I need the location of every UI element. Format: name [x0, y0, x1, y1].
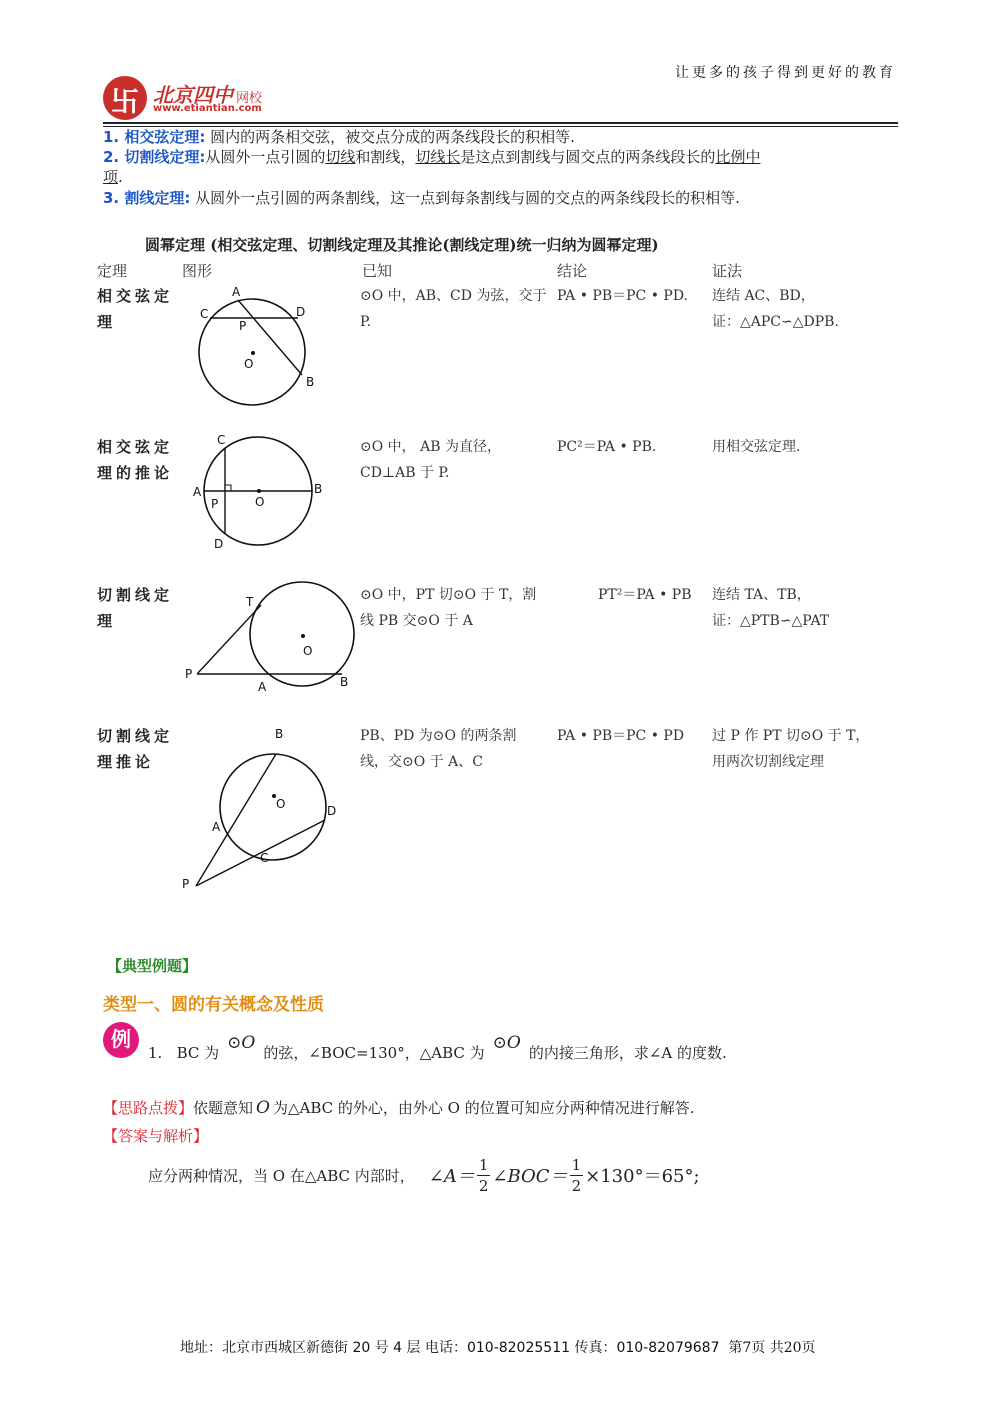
theorem-2-label: 2. 切割线定理:	[103, 148, 206, 166]
row-1-proof-2: 证：△APC∽△DPB.	[712, 314, 839, 330]
table-title: 圆幂定理 (相交弦定理、切割线定理及其推论(割线定理)统一归纳为圆幂定理)	[145, 236, 659, 254]
row-2-known: ⊙O 中， AB 为直径，	[360, 439, 501, 455]
example-1-text-a: BC 为	[176, 1044, 220, 1062]
example-1-circle-symbol-2: ⊙O	[492, 1033, 521, 1053]
row-4-proof-2: 用两次切割线定理	[712, 754, 824, 770]
row-2-name: 相交弦定理的推论	[97, 438, 174, 482]
fig1-center	[251, 351, 255, 355]
logo-url: www.etiantian.com	[153, 103, 262, 114]
fig4-label-a: A	[212, 820, 221, 834]
fig4-label-o: O	[276, 797, 286, 811]
fig3-label-p: P	[185, 667, 193, 681]
example-1	[148, 1033, 727, 1063]
hint-text-b: 为△ABC 的外心，由外心 O 的位置可知应分两种情况进行解答.	[272, 1099, 695, 1117]
example-1-num: 1.	[148, 1044, 163, 1062]
answer-tag-text: 【答案与解析】	[103, 1127, 209, 1145]
theorem-2-underline-b: 切线长	[415, 148, 461, 166]
footer-page: 第7页 共20页	[728, 1340, 816, 1356]
row-1-proof: 连结 AC、BD，	[712, 288, 815, 304]
footer-address: 地址：北京市西城区新德街 20 号 4 层 电话：010-82025511 传真：010-82079687	[180, 1340, 720, 1356]
type-1-heading: 类型一、圆的有关概念及性质	[103, 995, 324, 1015]
fig2-label-b: B	[314, 482, 323, 496]
logo-name-text: 北京四中	[153, 83, 233, 107]
fig2-label-d: D	[214, 537, 224, 551]
footer	[180, 1337, 816, 1357]
fig2-label-a: A	[193, 485, 202, 499]
fig2-label-p: P	[211, 497, 219, 511]
row-1-known: ⊙O 中，AB、CD 为弦，交于	[360, 288, 547, 304]
theorem-2-text-b: 和割线，	[355, 148, 416, 166]
fig3-label-a: A	[258, 680, 267, 694]
fig3-circle	[250, 582, 354, 686]
figure-intersecting-chords	[190, 282, 320, 412]
col-header-known: 已知	[362, 262, 393, 280]
theorem-2-underline-a: 切线	[325, 148, 356, 166]
fraction-2-den: 2	[571, 1176, 582, 1195]
header-rule	[103, 122, 898, 124]
fig4-label-d: D	[327, 804, 337, 818]
example-1-text-b: 的弦，∠BOC=130°，△ABC 为	[263, 1044, 485, 1062]
fig1-label-b: B	[306, 375, 315, 389]
figure-tangent-secant	[182, 582, 362, 697]
logo-glyph: 卐	[111, 85, 140, 118]
example-1-text-c: 的内接三角形，求∠A 的度数.	[528, 1044, 727, 1062]
theorem-1	[103, 127, 903, 147]
theorem-2-underline-d: 项	[103, 168, 119, 186]
hint-symbol: O	[256, 1098, 270, 1118]
figure-secant-corollary	[178, 724, 348, 896]
row-2-proof: 用相交弦定理.	[712, 439, 801, 455]
row-3-proof: 连结 TA、TB，	[712, 587, 811, 603]
fig3-tangent-pt	[197, 605, 261, 674]
section-typical-examples: 【典型例题】	[107, 957, 198, 975]
theorem-2	[103, 147, 898, 187]
theorem-2-text-a: 从圆外一点引圆的	[205, 148, 326, 166]
fig1-label-p: P	[239, 319, 247, 333]
answer-math-lhs: ∠A＝	[428, 1166, 475, 1187]
row-1-name: 相交弦定理	[97, 287, 174, 331]
fig1-label-d: D	[296, 305, 306, 319]
col-header-figure: 图形	[182, 262, 213, 280]
fig3-label-t: T	[246, 595, 254, 609]
theorem-3-label: 3. 割线定理:	[103, 189, 191, 207]
example-1-circle-symbol-1: ⊙O	[227, 1033, 256, 1053]
answer-math-mid: ∠BOC＝	[492, 1166, 568, 1187]
hint-text-a: 依题意知	[193, 1099, 254, 1117]
example-badge: 例	[103, 1022, 139, 1058]
fig4-label-c: C	[260, 851, 269, 865]
row-3-known: ⊙O 中，PT 切⊙O 于 T，割	[360, 587, 537, 603]
fig3-label-o: O	[303, 644, 313, 658]
fraction-1-num: 1	[478, 1155, 489, 1174]
row-3-conclusion: PT²＝PA • PB	[598, 587, 692, 603]
fig4-label-p: P	[182, 877, 190, 891]
answer-fraction-2	[570, 1155, 584, 1196]
header-slogan: 让更多的孩子得到更好的教育	[675, 65, 896, 81]
fraction-2-num: 1	[571, 1155, 582, 1174]
row-3-known-2: 线 PB 交⊙O 于 A	[360, 613, 473, 629]
theorem-1-label: 1. 相交弦定理:	[103, 128, 206, 146]
fraction-1-den: 2	[478, 1176, 489, 1195]
col-header-proof: 证法	[712, 262, 743, 280]
fig2-center	[257, 489, 261, 493]
row-3-proof-2: 证：△PTB∽△PAT	[712, 613, 830, 629]
col-header-theorem: 定理	[97, 262, 128, 280]
row-4-known-2: 线，交⊙O 于 A、C	[360, 754, 483, 770]
fig2-label-c: C	[217, 433, 226, 447]
fig1-label-a: A	[232, 285, 241, 299]
logo	[103, 76, 275, 120]
fig1-label-c: C	[200, 307, 209, 321]
answer-fraction-1	[477, 1155, 491, 1196]
row-4-proof: 过 P 作 PT 切⊙O 于 T，	[712, 728, 870, 744]
theorem-2-text-d: .	[118, 168, 123, 186]
theorem-1-text: 圆内的两条相交弦，被交点分成的两条线段长的积相等.	[210, 128, 575, 146]
theorem-3	[103, 188, 903, 208]
row-3-name: 切割线定理	[97, 586, 174, 630]
row-2-conclusion: PC²＝PA • PB.	[557, 439, 657, 455]
fig3-center	[301, 634, 305, 638]
logo-sub: 网校	[236, 91, 263, 106]
hint-tag: 【思路点拨】	[103, 1099, 194, 1117]
fig4-label-b: B	[275, 727, 284, 741]
fig2-label-o: O	[255, 495, 265, 509]
hint-line	[103, 1097, 695, 1118]
answer-tag	[103, 1125, 208, 1146]
row-1-known-2: P.	[360, 314, 372, 330]
fig3-label-b: B	[340, 675, 349, 689]
answer-line	[148, 1152, 700, 1198]
col-header-conclusion: 结论	[557, 262, 588, 280]
theorem-2-underline-c: 比例中	[715, 148, 761, 166]
answer-text: 应分两种情况，当 O 在△ABC 内部时，	[148, 1166, 415, 1185]
row-4-name: 切割线定理推论	[97, 727, 174, 771]
fig4-circle	[220, 754, 326, 860]
row-1-conclusion: PA • PB＝PC • PD.	[557, 288, 688, 304]
row-2-known-2: CD⊥AB 于 P.	[360, 465, 450, 481]
logo-emblem-icon	[103, 76, 147, 120]
theorem-3-text: 从圆外一点引圆的两条割线，这一点到每条割线与圆的交点的两条线段长的积相等.	[195, 189, 740, 207]
figure-chord-corollary	[188, 430, 333, 555]
fig1-label-o: O	[244, 357, 254, 371]
theorem-2-text-c: 是这点到割线与圆交点的两条线段长的	[460, 148, 716, 166]
row-4-known: PB、PD 为⊙O 的两条割	[360, 728, 517, 744]
row-4-conclusion: PA • PB＝PC • PD	[557, 728, 685, 744]
answer-math-tail: ×130°＝65°;	[585, 1166, 700, 1187]
fig2-right-angle	[225, 485, 231, 491]
